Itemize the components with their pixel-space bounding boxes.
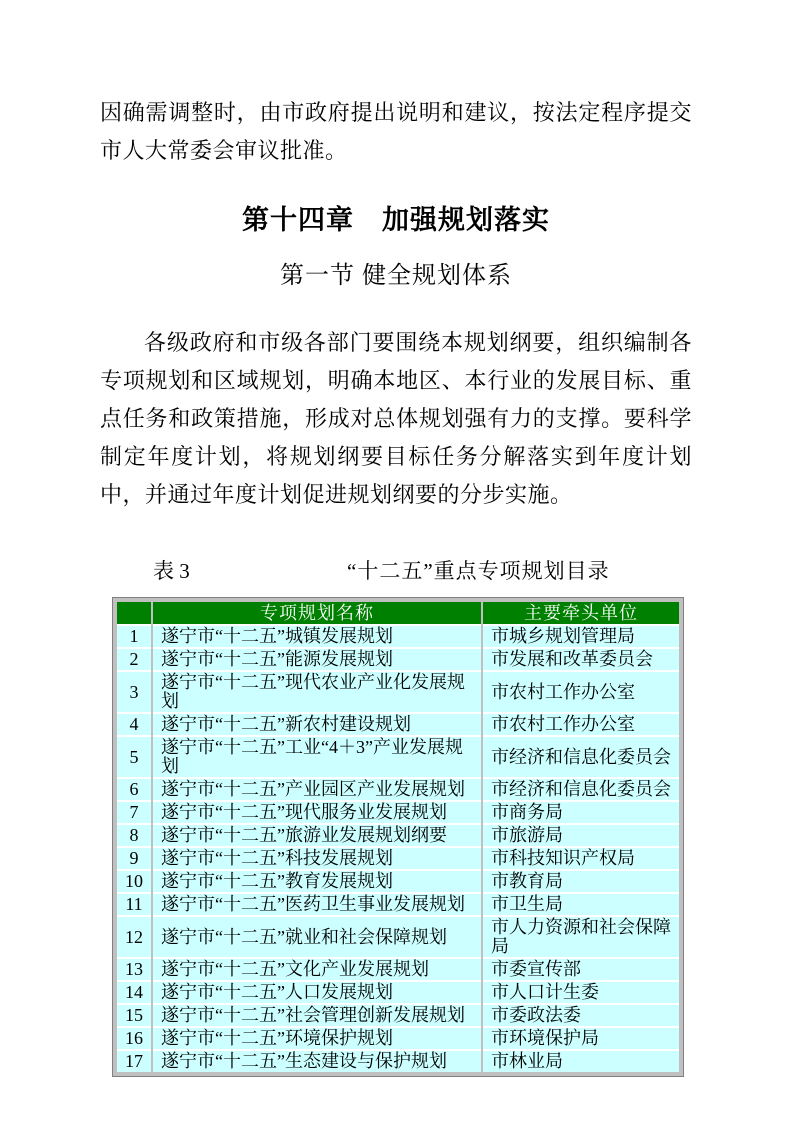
row-number-cell: 2 <box>117 648 152 671</box>
lead-unit-cell: 市农村工作办公室 <box>482 671 679 713</box>
table-caption-title: “十二五”重点专项规划目录 <box>347 559 610 583</box>
lead-unit-cell: 市发展和改革委员会 <box>482 648 679 671</box>
header-cell-index <box>117 602 152 625</box>
table-row <box>117 778 679 801</box>
row-number-cell: 10 <box>117 870 152 893</box>
table-row <box>117 671 679 713</box>
plan-name-cell: 遂宁市“十二五”社会管理创新发展规划 <box>152 1004 482 1027</box>
table-row <box>117 801 679 824</box>
header-cell-lead-unit: 主要牵头单位 <box>482 602 679 625</box>
plans-table-frame <box>112 597 684 1077</box>
plan-name-cell: 遂宁市“十二五”科技发展规划 <box>152 847 482 870</box>
plan-name-cell: 遂宁市“十二五”旅游业发展规划纲要 <box>152 824 482 847</box>
lead-unit-cell: 市卫生局 <box>482 893 679 916</box>
row-number-cell: 6 <box>117 778 152 801</box>
row-number-cell: 14 <box>117 981 152 1004</box>
plan-name-cell: 遂宁市“十二五”医药卫生事业发展规划 <box>152 893 482 916</box>
table-row <box>117 981 679 1004</box>
row-number-cell: 5 <box>117 736 152 778</box>
table-row <box>117 1050 679 1072</box>
paragraph-body: 各级政府和市级各部门要围绕本规划纲要，组织编制各专项规划和区域规划，明确本地区、本行业的发展目标、重点任务和政策措施，形成对总体规划强有力的支撑。要科学制定年度计划，将规划纲要目标任务分解落实到年度计划中，并通过年度计划促进规划纲要的分步实施。 <box>100 330 692 507</box>
lead-unit-cell: 市委宣传部 <box>482 958 679 981</box>
plan-name-cell: 遂宁市“十二五”工业“4＋3”产业发展规划 <box>152 736 482 778</box>
row-number-cell: 15 <box>117 1004 152 1027</box>
plan-name-cell: 遂宁市“十二五”城镇发展规划 <box>152 625 482 648</box>
lead-unit-cell: 市委政法委 <box>482 1004 679 1027</box>
plan-name-cell: 遂宁市“十二五”就业和社会保障规划 <box>152 916 482 958</box>
table-caption <box>100 558 692 584</box>
table-row <box>117 713 679 736</box>
table-row <box>117 625 679 648</box>
paragraph-continuation: 因确需调整时，由市政府提出说明和建议，按法定程序提交市人大常委会审议批准。 <box>100 100 692 163</box>
table-row <box>117 870 679 893</box>
row-number-cell: 16 <box>117 1027 152 1050</box>
plans-table <box>117 602 679 1072</box>
plan-name-cell: 遂宁市“十二五”现代服务业发展规划 <box>152 801 482 824</box>
table-row <box>117 847 679 870</box>
row-number-cell: 11 <box>117 893 152 916</box>
row-number-cell: 8 <box>117 824 152 847</box>
plan-name-cell: 遂宁市“十二五”新农村建设规划 <box>152 713 482 736</box>
table-row <box>117 824 679 847</box>
row-number-cell: 17 <box>117 1050 152 1072</box>
lead-unit-cell: 市环境保护局 <box>482 1027 679 1050</box>
row-number-cell: 3 <box>117 671 152 713</box>
lead-unit-cell: 市人力资源和社会保障局 <box>482 916 679 958</box>
lead-unit-cell: 市科技知识产权局 <box>482 847 679 870</box>
lead-unit-cell: 市城乡规划管理局 <box>482 625 679 648</box>
lead-unit-cell: 市旅游局 <box>482 824 679 847</box>
plan-name-cell: 遂宁市“十二五”产业园区产业发展规划 <box>152 778 482 801</box>
lead-unit-cell: 市人口计生委 <box>482 981 679 1004</box>
table-header-row <box>117 602 679 625</box>
section-heading: 第一节 健全规划体系 <box>280 263 512 289</box>
chapter-heading: 第十四章 加强规划落实 <box>242 205 550 235</box>
lead-unit-cell: 市教育局 <box>482 870 679 893</box>
table-row <box>117 648 679 671</box>
row-number-cell: 1 <box>117 625 152 648</box>
lead-unit-cell: 市经济和信息化委员会 <box>482 736 679 778</box>
plan-name-cell: 遂宁市“十二五”能源发展规划 <box>152 648 482 671</box>
table-row <box>117 1027 679 1050</box>
lead-unit-cell: 市农村工作办公室 <box>482 713 679 736</box>
lead-unit-cell: 市商务局 <box>482 801 679 824</box>
plan-name-cell: 遂宁市“十二五”现代农业产业化发展规划 <box>152 671 482 713</box>
lead-unit-cell: 市林业局 <box>482 1050 679 1072</box>
table-row <box>117 736 679 778</box>
row-number-cell: 12 <box>117 916 152 958</box>
plan-name-cell: 遂宁市“十二五”文化产业发展规划 <box>152 958 482 981</box>
table-row <box>117 916 679 958</box>
lead-unit-cell: 市经济和信息化委员会 <box>482 778 679 801</box>
table-row <box>117 958 679 981</box>
plan-name-cell: 遂宁市“十二五”生态建设与保护规划 <box>152 1050 482 1072</box>
row-number-cell: 13 <box>117 958 152 981</box>
row-number-cell: 7 <box>117 801 152 824</box>
table-caption-label: 表 3 <box>153 559 190 583</box>
header-cell-plan-name: 专项规划名称 <box>152 602 482 625</box>
plan-name-cell: 遂宁市“十二五”教育发展规划 <box>152 870 482 893</box>
row-number-cell: 4 <box>117 713 152 736</box>
row-number-cell: 9 <box>117 847 152 870</box>
table-row <box>117 1004 679 1027</box>
plan-name-cell: 遂宁市“十二五”环境保护规划 <box>152 1027 482 1050</box>
plan-name-cell: 遂宁市“十二五”人口发展规划 <box>152 981 482 1004</box>
table-row <box>117 893 679 916</box>
